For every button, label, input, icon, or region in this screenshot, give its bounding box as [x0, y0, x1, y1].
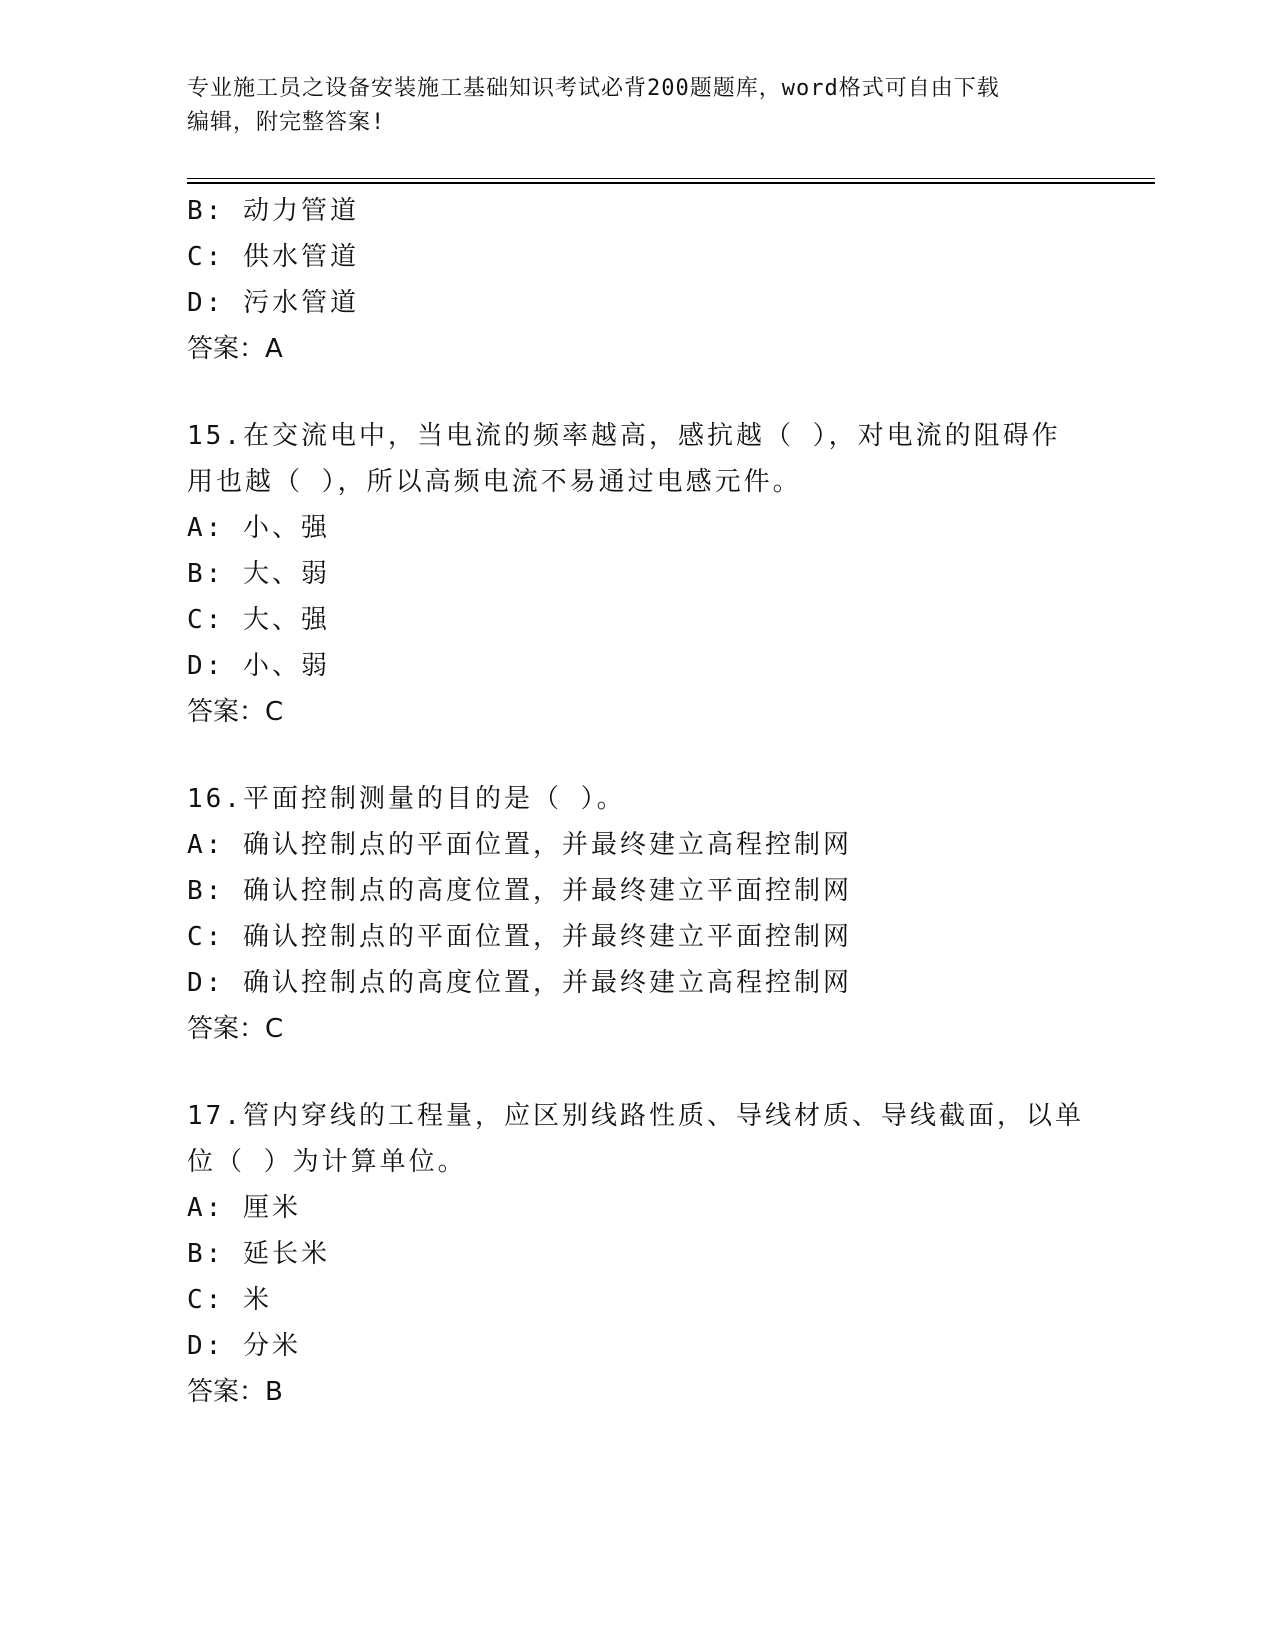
question-16: [187, 776, 1087, 1052]
question-text-line: 用也越（ ），所以高频电流不易通过电感元件。: [187, 467, 802, 497]
question-15: [187, 413, 1087, 735]
header-title-line-2: 编辑，附完整答案!: [187, 110, 386, 135]
question-text-line: 17.管内穿线的工程量，应区别线路性质、导线材质、导线截面，以单: [187, 1101, 1084, 1131]
question-14-partial: [187, 188, 1087, 372]
option-b: B: 动力管道: [187, 196, 359, 226]
option-c: C: 确认控制点的平面位置，并最终建立平面控制网: [187, 922, 852, 952]
option-d: D: 确认控制点的高度位置，并最终建立高程控制网: [187, 968, 852, 998]
header-title-line-1: 专业施工员之设备安装施工基础知识考试必背200题题库，word格式可自由下载: [187, 76, 1000, 101]
answer-line: 答案：A: [187, 334, 283, 364]
answer-line: 答案：C: [187, 1014, 284, 1044]
option-b: B: 延长米: [187, 1239, 330, 1269]
header-divider-thin: [187, 178, 1155, 179]
option-c: C: 大、强: [187, 605, 330, 635]
document-header: [187, 72, 1087, 140]
option-c: C: 米: [187, 1285, 272, 1315]
option-a: A: 小、强: [187, 513, 330, 543]
question-content: [187, 188, 1087, 1415]
option-b: B: 确认控制点的高度位置，并最终建立平面控制网: [187, 876, 852, 906]
question-text-line: 16.平面控制测量的目的是（ ）。: [187, 784, 626, 814]
option-d: D: 小、弱: [187, 651, 330, 681]
answer-line: 答案：C: [187, 697, 284, 727]
question-text-line: 位（ ）为计算单位。: [187, 1147, 467, 1177]
question-text-line: 15.在交流电中，当电流的频率越高，感抗越（ ），对电流的阻碍作: [187, 421, 1061, 451]
answer-line: 答案：B: [187, 1377, 283, 1407]
option-d: D: 污水管道: [187, 288, 359, 318]
option-d: D: 分米: [187, 1331, 301, 1361]
option-a: A: 确认控制点的平面位置，并最终建立高程控制网: [187, 830, 852, 860]
option-c: C: 供水管道: [187, 242, 359, 272]
question-17: [187, 1093, 1087, 1415]
option-b: B: 大、弱: [187, 559, 330, 589]
option-a: A: 厘米: [187, 1193, 301, 1223]
header-divider-thick: [187, 182, 1155, 184]
